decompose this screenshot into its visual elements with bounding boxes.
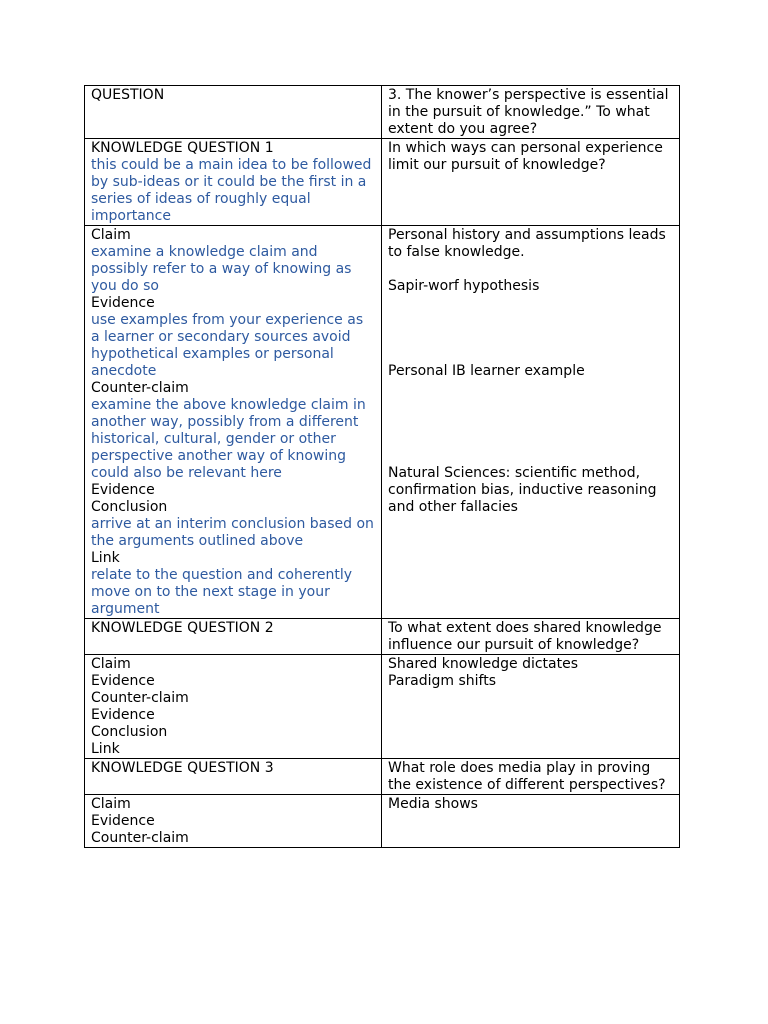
cell-text: Evidence	[91, 482, 155, 498]
cell-text: KNOWLEDGE QUESTION 2	[91, 620, 274, 636]
structure-cell	[85, 139, 382, 226]
cell-text: Conclusion	[91, 724, 168, 740]
cell-text: KNOWLEDGE QUESTION 3	[91, 760, 274, 776]
blank-line	[388, 397, 673, 414]
table-row	[85, 619, 680, 655]
blank-line	[388, 329, 673, 346]
guidance-text: this could be a main idea to be followed by sub-ideas or it could be the first in a series of ideas of roughly equal importance	[91, 157, 376, 224]
guidance-text: relate to the question and coherently move on to the next stage in your argument	[91, 567, 357, 617]
blank-line	[388, 346, 673, 363]
cell-text: KNOWLEDGE QUESTION 1	[91, 140, 274, 156]
guidance-text: use examples from your experience as a learner or secondary sources avoid hypothetical examples or personal anecdote	[91, 312, 368, 379]
cell-text: In which ways can personal experience limit our pursuit of knowledge?	[388, 140, 668, 173]
blank-line	[388, 414, 673, 431]
essay-plan-table	[84, 85, 680, 848]
structure-cell	[85, 795, 382, 848]
table-row	[85, 86, 680, 139]
cell-text: Evidence	[91, 673, 155, 689]
response-cell	[382, 759, 680, 795]
cell-text: What role does media play in proving the existence of different perspectives?	[388, 760, 666, 793]
response-cell	[382, 139, 680, 226]
structure-cell	[85, 86, 382, 139]
response-cell	[382, 619, 680, 655]
cell-text: Counter-claim	[91, 690, 189, 706]
cell-text: Claim	[91, 656, 131, 672]
table-row	[85, 759, 680, 795]
cell-text: Evidence	[91, 295, 155, 311]
cell-text: Counter-claim	[91, 380, 189, 396]
structure-cell	[85, 759, 382, 795]
structure-cell	[85, 655, 382, 759]
table-row	[85, 139, 680, 226]
cell-text: Paradigm shifts	[388, 673, 497, 689]
table-row	[85, 226, 680, 619]
blank-line	[388, 261, 673, 278]
response-cell	[382, 86, 680, 139]
table-row	[85, 795, 680, 848]
essay-plan-table-body	[85, 86, 680, 848]
cell-text: Evidence	[91, 813, 155, 829]
cell-text: 3. The knower’s perspective is essential in the pursuit of knowledge.” To what extent do you agree?	[388, 87, 673, 137]
blank-line	[388, 295, 673, 312]
blank-line	[388, 380, 673, 397]
structure-cell	[85, 226, 382, 619]
cell-text: Counter-claim	[91, 830, 189, 846]
response-cell	[382, 655, 680, 759]
blank-line	[388, 448, 673, 465]
guidance-text: examine a knowledge claim and possibly refer to a way of knowing as you do so	[91, 244, 356, 294]
cell-text: Link	[91, 741, 120, 757]
guidance-text: arrive at an interim conclusion based on the arguments outlined above	[91, 516, 379, 549]
cell-text: Link	[91, 550, 120, 566]
cell-text: Conclusion	[91, 499, 168, 515]
cell-text: Claim	[91, 227, 131, 243]
cell-text: To what extent does shared knowledge influence our pursuit of knowledge?	[388, 620, 666, 653]
cell-text: QUESTION	[91, 87, 165, 103]
response-cell	[382, 226, 680, 619]
cell-text: Personal IB learner example	[388, 363, 585, 379]
guidance-text: examine the above knowledge claim in another way, possibly from a different historical, cultural, gender or other perspective another way of knowing could also be relevant here	[91, 397, 371, 481]
cell-text: Media shows	[388, 796, 478, 812]
cell-text: Sapir-worf hypothesis	[388, 278, 540, 294]
response-cell	[382, 795, 680, 848]
cell-text: Claim	[91, 796, 131, 812]
structure-cell	[85, 619, 382, 655]
table-row	[85, 655, 680, 759]
blank-line	[388, 312, 673, 329]
cell-text: Natural Sciences: scientific method, confirmation bias, inductive reasoning and other fallacies	[388, 465, 661, 515]
cell-text: Shared knowledge dictates	[388, 656, 579, 672]
cell-text: Evidence	[91, 707, 155, 723]
cell-text: Personal history and assumptions leads to false knowledge.	[388, 227, 671, 260]
blank-line	[388, 431, 673, 448]
